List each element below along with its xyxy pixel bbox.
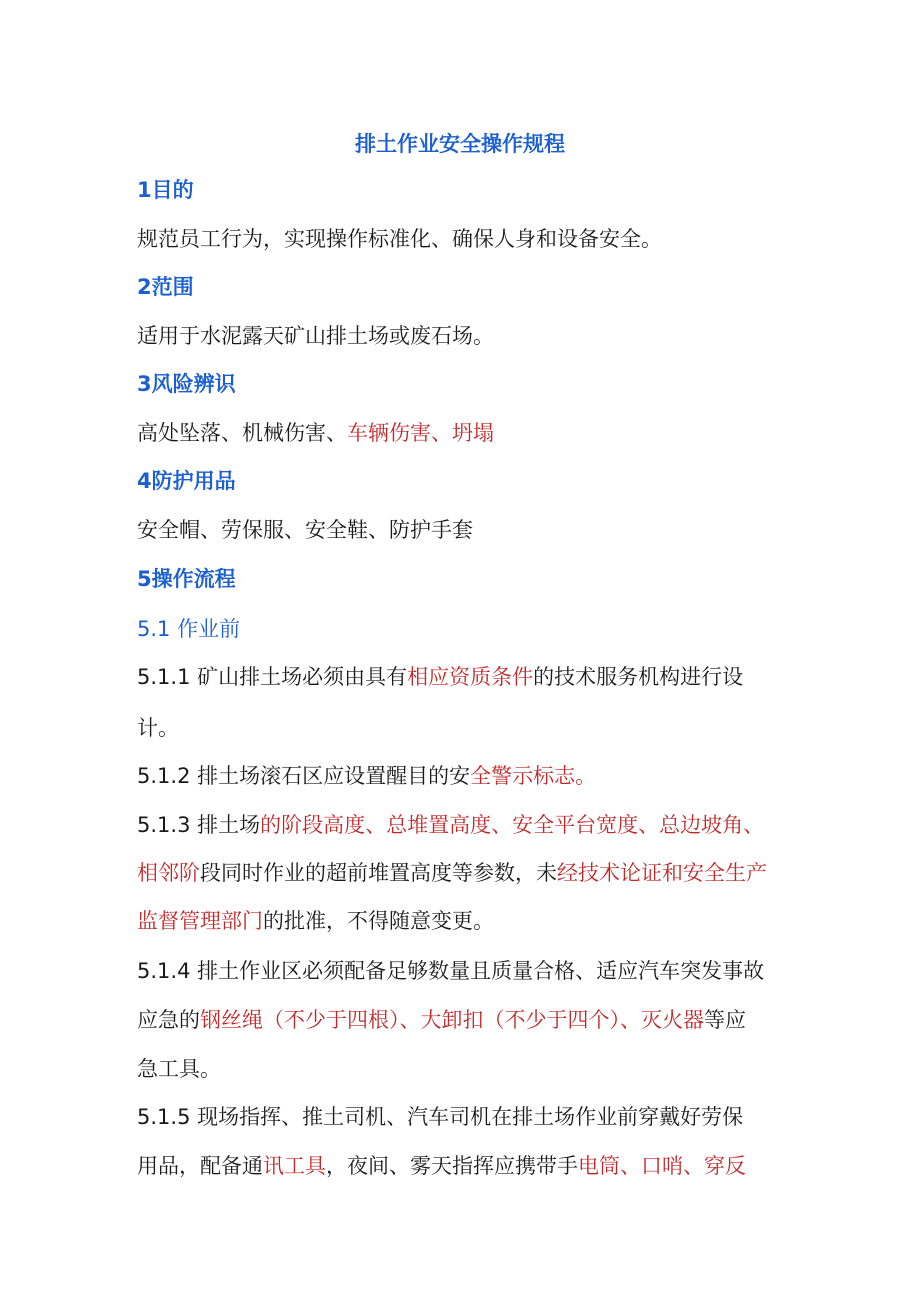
section-2-text: 适用于水泥露天矿山排土场或废石场。 [137,324,494,348]
section-5-1-heading: 5.1 作业前 [137,617,241,641]
risk-text-highlight: 车辆伤害、坍塌 [347,421,494,445]
item-5-1-4-line-3: 急工具。 [137,1057,221,1081]
item-5-1-3-line-2: 相邻阶段同时作业的超前堆置高度等参数，未经技术论证和安全生产 [137,861,767,885]
item-5-1-5-line-2: 用品，配备通讯工具，夜间、雾天指挥应携带手电筒、口哨、穿反 [137,1154,746,1178]
item-5-1-1-line-1: 5.1.1 矿山排土场必须由具有相应资质条件的技术服务机构进行设 [137,665,744,689]
section-1-text: 规范员工行为，实现操作标准化、确保人身和设备安全。 [137,227,662,251]
item-5-1-4-line-2: 应急的钢丝绳（不少于四根）、大卸扣（不少于四个）、灭火器等应 [137,1008,746,1032]
item-5-1-1-line-2: 计。 [137,716,179,740]
section-1-heading: 1目的 [137,178,194,202]
section-4-heading: 4防护用品 [137,469,236,493]
item-5-1-2: 5.1.2 排土场滚石区应设置醒目的安全警示标志。 [137,764,597,788]
section-3-heading: 3风险辨识 [137,372,236,396]
risk-text-plain: 高处坠落、机械伤害、 [137,421,347,445]
item-5-1-3-line-1: 5.1.3 排土场的阶段高度、总堆置高度、安全平台宽度、总边坡角、 [137,813,765,837]
section-3-text [137,418,797,448]
section-2-heading: 2范围 [137,275,194,299]
item-5-1-4-line-1: 5.1.4 排土作业区必须配备足够数量且质量合格、适应汽车突发事故 [137,959,765,983]
section-4-text: 安全帽、劳保服、安全鞋、防护手套 [137,518,473,542]
item-5-1-3-line-3: 监督管理部门的批准，不得随意变更。 [137,909,494,933]
item-5-1-5-line-1: 5.1.5 现场指挥、推土司机、汽车司机在排土场作业前穿戴好劳保 [137,1105,744,1129]
section-5-heading: 5操作流程 [137,567,236,591]
document-title: 排土作业安全操作规程 [355,132,565,156]
